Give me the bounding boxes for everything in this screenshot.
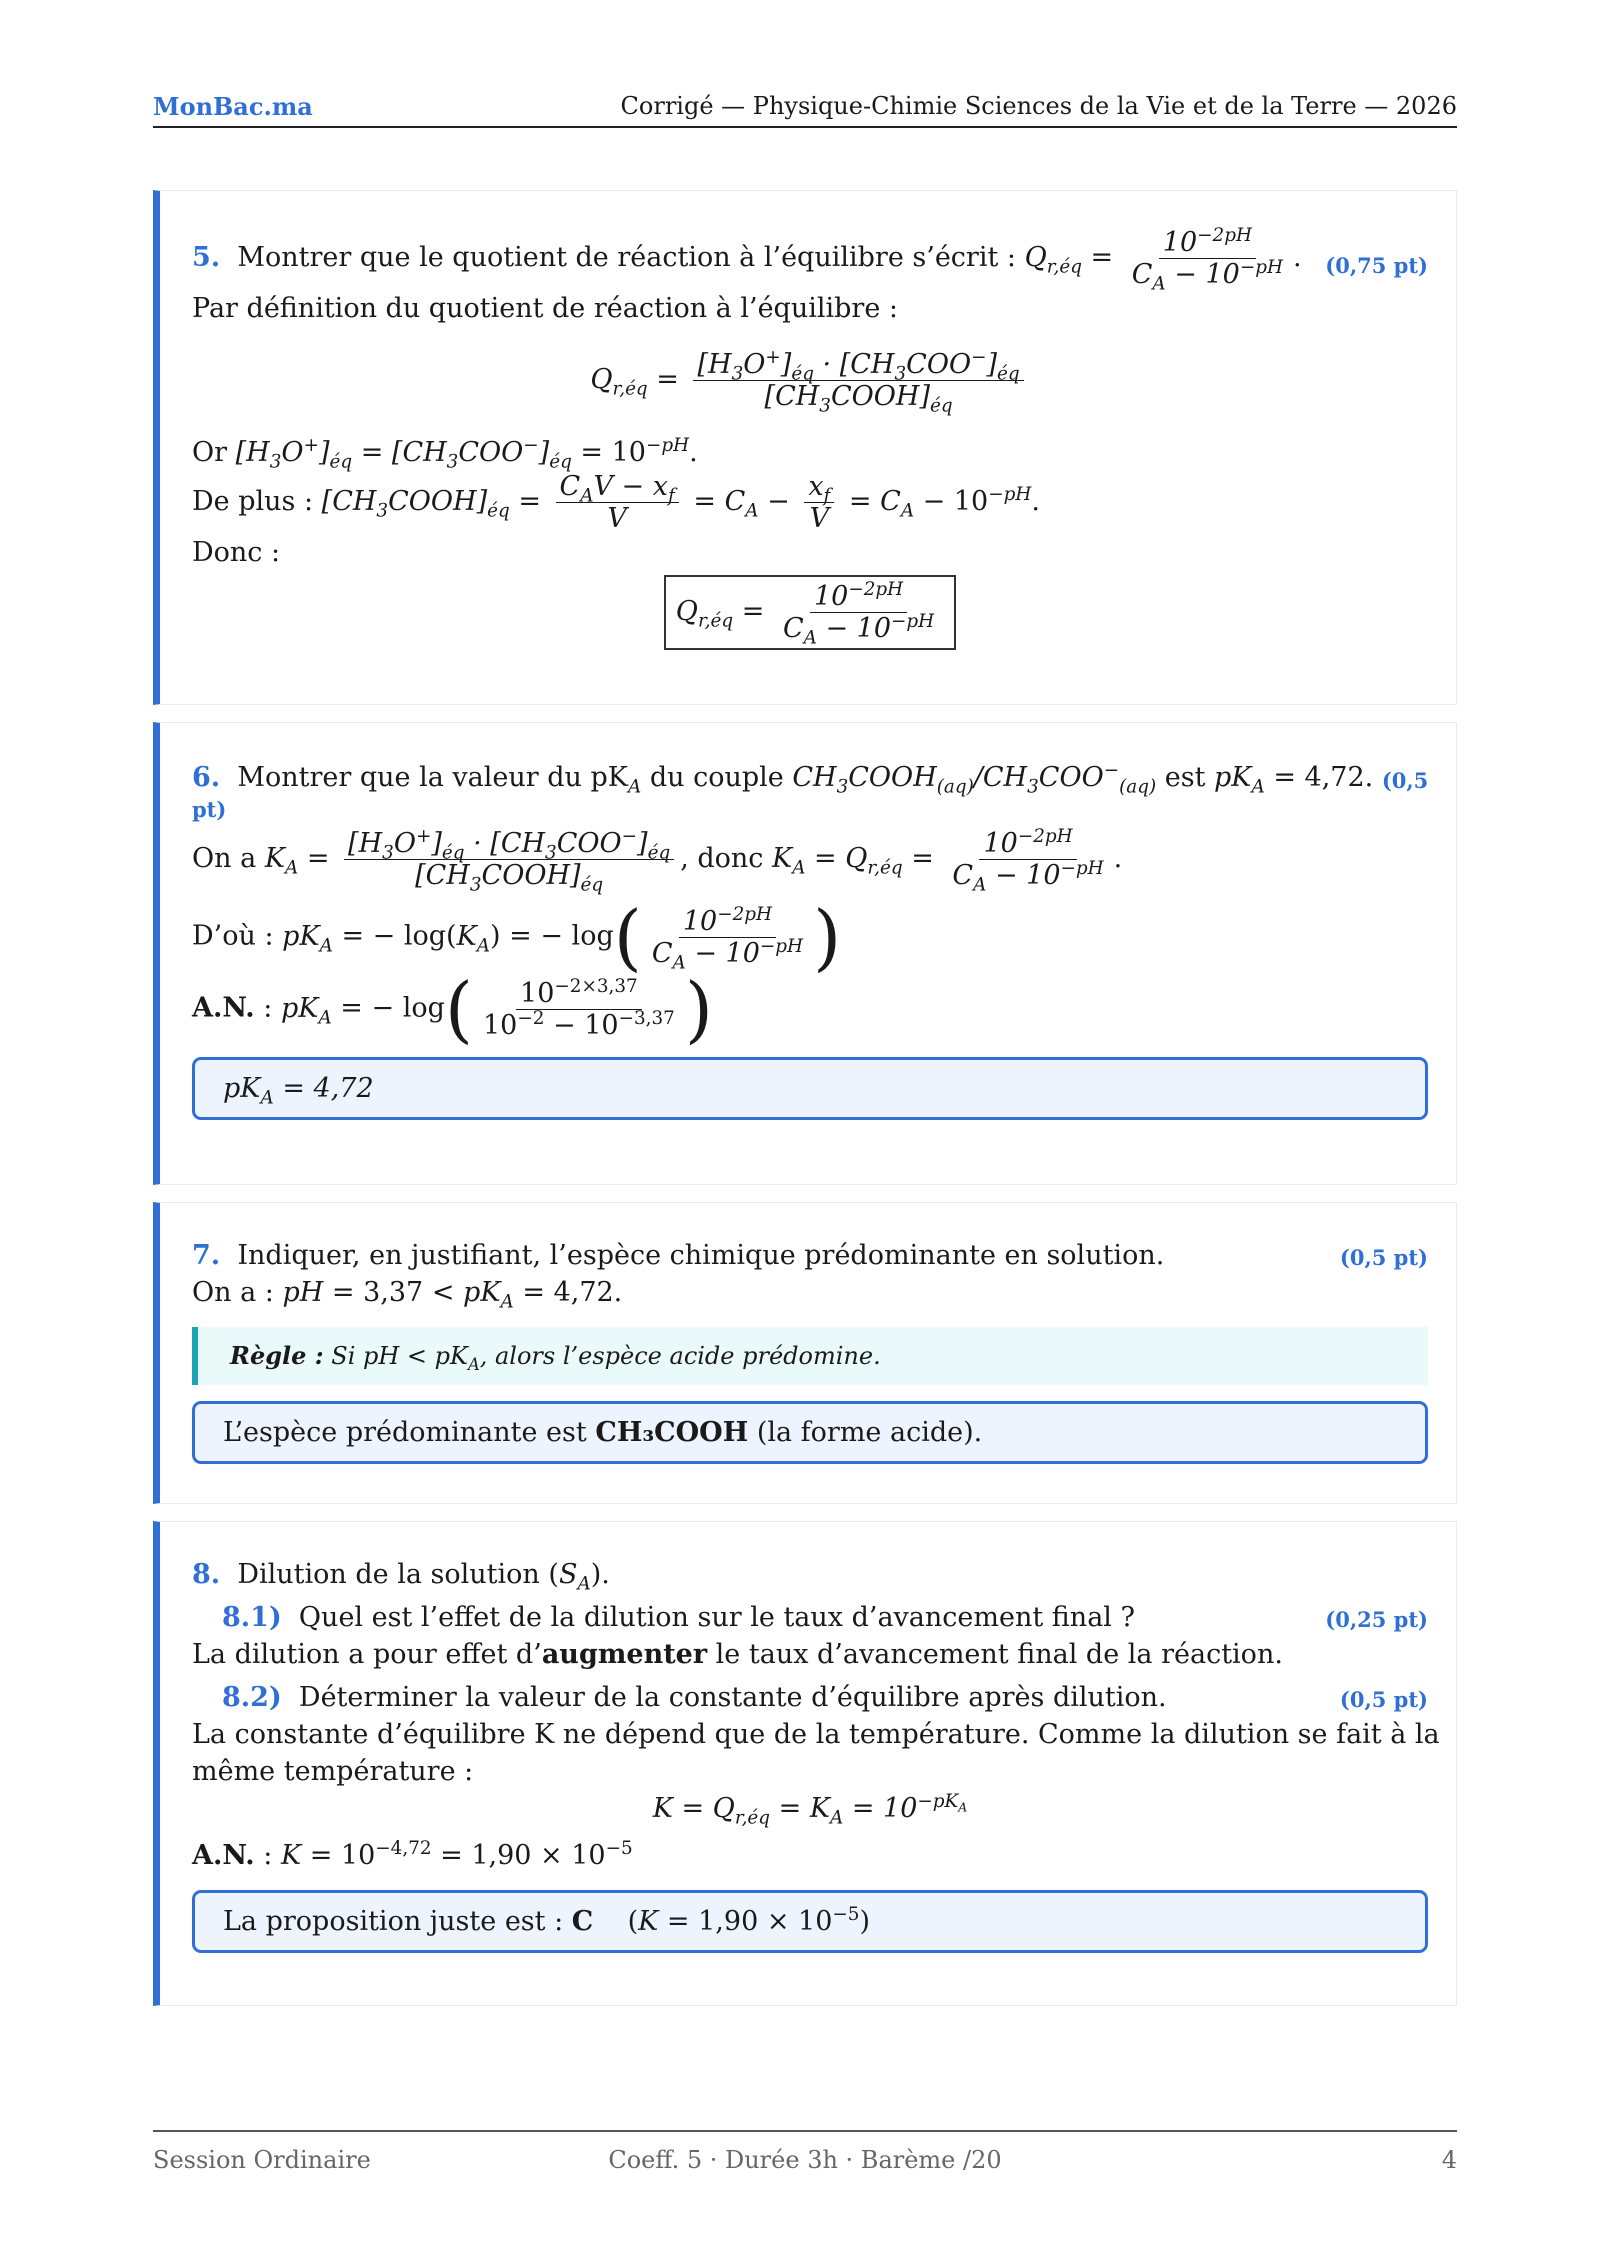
- q8-2-statement: 8.2) Déterminer la valeur de la constante d’équilibre après dilution. (0,5 pt): [192, 1679, 1428, 1716]
- question-5-card: [153, 190, 1457, 705]
- q5-result: $Q_{r,éq}$ = $\frac{10^{-2pH}}{C_A - 10^{-pH}}$: [192, 575, 1428, 650]
- q5-deplus-line: De plus : $[CH_3COOH]_{éq}$ = $\frac{C_AV - x_f}{V}$ = $C_A$ − $\frac{x_f}{V}$ = $C_A - 10^{-pH}$.: [192, 471, 1040, 535]
- q6-answer-box: $pK_A = 4,72$: [192, 1057, 1428, 1120]
- footer-coeff: Coeff. 5 · Durée 3h · Barème /20: [608, 2146, 1002, 2174]
- q8-2-an: A.N. : $K = 10^{-4,72} = 1,90 \times 10^{-5}$: [192, 1838, 633, 1871]
- q5-statement: 5. Montrer que le quotient de réaction à l’équilibre s’écrit : $Q_{r,éq}$ = $\frac{10^{-2pH}}{C_A - 10^{-pH}}$ . (0,75 pt): [192, 225, 1428, 295]
- q5-donc: Donc :: [192, 537, 281, 569]
- q5-formula: $Q_{r,éq}$ = $\frac{[H_3O^+]_{éq} \cdot [CH_3COO^-]_{éq}}{[CH_3COOH]_{éq}}$: [192, 349, 1428, 412]
- q8-1-answer: La dilution a pour effet d’augmenter le taux d’avancement final de la réaction.: [192, 1639, 1283, 1670]
- q8-2-points: (0,5 pt): [1339, 1687, 1428, 1712]
- q6-ka-line: On a $K_A$ = $\frac{[H_3O^+]_{éq} \cdot [CH_3COO^-]_{éq}}{[CH_3COOH]_{éq}}$ , donc $K_A = Q_{r,éq}$ = $\frac{10^{-2pH}}{C_A - 10^{-pH}}$ .: [192, 826, 1123, 896]
- q7-rule-box: Règle : Si pH < $pK_A$, alors l’espèce acide prédomine.: [192, 1327, 1428, 1385]
- q6-dou-line: D’où : $pK_A$ = − $\log(K_A)$ = − log( $\frac{10^{-2pH}}{C_A - 10^{-pH}}$ ): [192, 895, 842, 980]
- q8-2-formula: $K = Q_{r,éq} = K_A = 10^{-pK_A}$: [652, 1791, 968, 1829]
- q6-an-line: A.N. : $pK_A$ = − log( $\frac{10^{-2\times 3,37}}{10^{-2} - 10^{-3,37}}$ ): [192, 967, 713, 1052]
- q5-points: (0,75 pt): [1325, 253, 1428, 278]
- q6-points: pt): [192, 797, 227, 822]
- question-6-card: [153, 722, 1457, 1185]
- q6-statement: 6. Montrer que la valeur du $pK_A$ du couple $CH_3COOH_{(aq)}/CH_3COO^-_{(aq)}$ est $pK_A = 4,72$. (0,5: [192, 760, 1429, 798]
- q7-comparison: On a : pH = $3,37 < pK_A = 4,72$.: [192, 1277, 623, 1313]
- q8-1-statement: 8.1) Quel est l’effet de la dilution sur le taux d’avancement final ? (0,25 pt): [192, 1599, 1428, 1636]
- q7-answer-box: L’espèce prédominante est CH₃COOH (la forme acide).: [192, 1401, 1428, 1464]
- footer-session: Session Ordinaire: [153, 2146, 371, 2174]
- q5-or-line: Or $[H_3O^+]_{éq} = [CH_3COO^-]_{éq} = 10^{-pH}$.: [192, 435, 698, 473]
- question-8-card: [153, 1521, 1457, 2006]
- q7-points: (0,5 pt): [1339, 1245, 1428, 1270]
- q8-2-answer-1: La constante d’équilibre K ne dépend que de la température. Comme la dilution se fait à la: [192, 1719, 1440, 1750]
- q8-answer-box: La proposition juste est : C $(K = 1,90 \times 10^{-5})$: [192, 1890, 1428, 1953]
- q8-2-answer-2: même température :: [192, 1756, 474, 1787]
- q8-title: 8. Dilution de la solution $(S_A)$.: [192, 1559, 610, 1595]
- page-number: 4: [1441, 2146, 1457, 2174]
- q5-definition: Par définition du quotient de réaction à l’équilibre :: [192, 293, 898, 325]
- question-7-card: [153, 1202, 1457, 1504]
- q7-statement: 7. Indiquer, en justifiant, l’espèce chimique prédominante en solution. (0,5 pt): [192, 1237, 1428, 1274]
- page-header: [153, 92, 1457, 128]
- q8-1-points: (0,25 pt): [1325, 1607, 1428, 1632]
- page-footer: [153, 2130, 1457, 2182]
- brand-logo[interactable]: MonBac.ma: [153, 92, 313, 121]
- header-title: Corrigé — Physique-Chimie Sciences de la Vie et de la Terre — 2026: [620, 92, 1457, 120]
